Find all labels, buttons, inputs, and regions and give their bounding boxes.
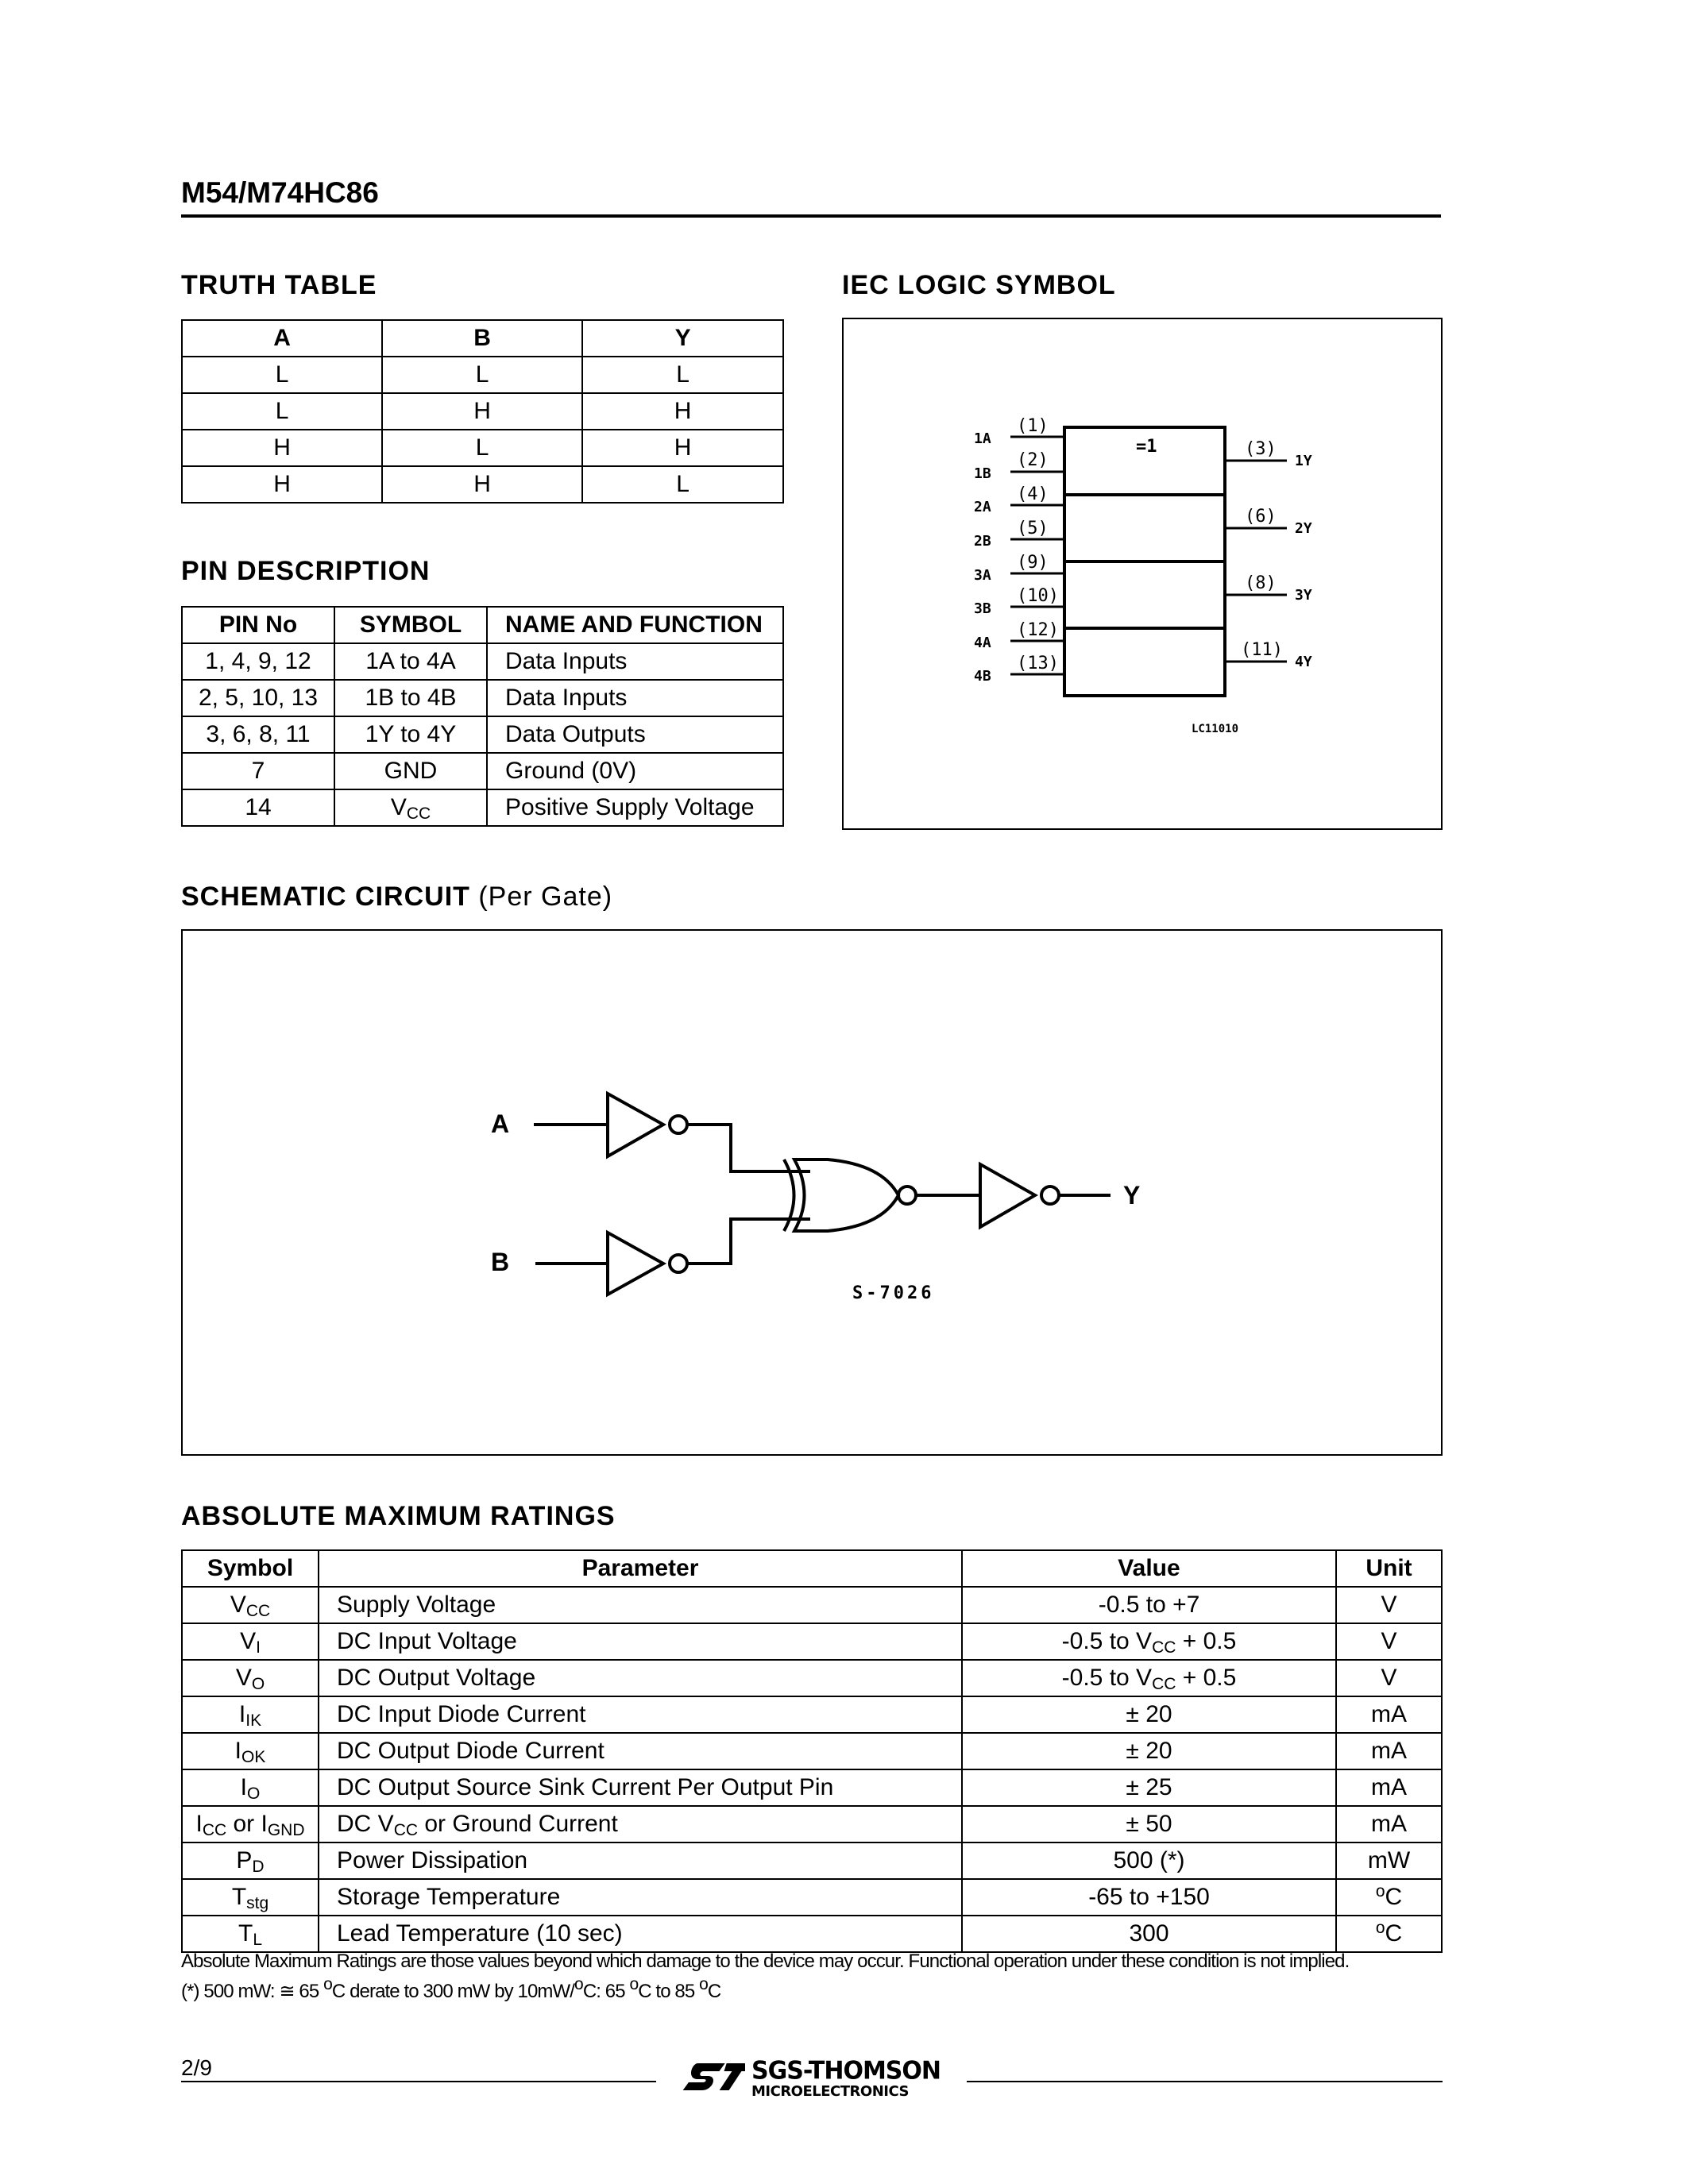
output-label: 1Y [1295, 453, 1312, 469]
inverter-b [608, 1233, 663, 1295]
symbol-cell: $I_{OK}$ [182, 1733, 319, 1769]
output-label: 4Y [1295, 654, 1312, 670]
table-row [182, 1806, 1442, 1843]
truth-table [181, 319, 784, 504]
column-header: Value [962, 1550, 1336, 1587]
brand-name: SGS-THOMSON [751, 2056, 941, 2086]
table-cell: H [582, 393, 783, 430]
iec-symbol-heading: IEC LOGIC SYMBOL [842, 270, 1116, 300]
value-cell: ± 20 [962, 1696, 1336, 1733]
table-row [182, 1916, 1442, 1952]
table-row [182, 357, 783, 393]
table-row [182, 1623, 1442, 1660]
table-row [182, 1660, 1442, 1696]
wire-a-to-xor [687, 1125, 810, 1171]
schematic-box [181, 929, 1443, 1456]
table-cell: L [182, 357, 382, 393]
value-cell: ± 25 [962, 1769, 1336, 1806]
unit-cell: mA [1336, 1769, 1442, 1806]
inverter-out [980, 1164, 1035, 1227]
symbol-cell: $T_L$ [182, 1916, 319, 1952]
gate-function-label: =1 [1136, 437, 1157, 457]
table-row [182, 789, 783, 826]
ratings-footnote: (*) 500 mW: ≅ 65 $^o$C derate to 300 mW by 10mW/$^o$C: 65 $^o$C to 85 $^o$C [181, 1975, 721, 2002]
ratings-heading: ABSOLUTE MAXIMUM RATINGS [181, 1501, 616, 1531]
pin-description-table [181, 606, 784, 827]
table-cell: Data Outputs [487, 716, 783, 753]
unit-cell: mW [1336, 1843, 1442, 1879]
company-logo [682, 2057, 952, 2105]
column-header: B [382, 320, 582, 357]
parameter-cell: Power Dissipation [319, 1843, 962, 1879]
schematic-heading: SCHEMATIC CIRCUIT (Per Gate) [181, 882, 613, 912]
column-header: Parameter [319, 1550, 962, 1587]
table-cell: Ground (0V) [487, 753, 783, 789]
inverter-b-bubble [670, 1255, 687, 1272]
unit-cell: mA [1336, 1696, 1442, 1733]
symbol-cell: $V_{CC}$ [182, 1587, 319, 1623]
pin-number: (6) [1245, 507, 1277, 527]
page-title: M54/M74HC86 [181, 176, 379, 209]
table-cell: H [382, 466, 582, 503]
st-logo-icon [682, 2060, 745, 2100]
input-label: 2B [974, 533, 991, 550]
table-row [182, 753, 783, 789]
table-cell: L [582, 466, 783, 503]
output-y-label: Y [1123, 1181, 1141, 1210]
table-header-row [182, 607, 783, 643]
table-row [182, 430, 783, 466]
symbol-cell: $V_O$ [182, 1660, 319, 1696]
symbol-cell: $T_{stg}$ [182, 1879, 319, 1916]
iec-symbol-diagram [844, 319, 1441, 828]
column-header: SYMBOL [334, 607, 487, 643]
iec-symbol-box [842, 318, 1443, 830]
table-header-row [182, 320, 783, 357]
table-row [182, 1733, 1442, 1769]
pin-number: (11) [1241, 640, 1283, 660]
table-row [182, 393, 783, 430]
inverter-out-bubble [1041, 1187, 1059, 1204]
pin-number: (13) [1017, 654, 1059, 673]
symbol-cell: $P_D$ [182, 1843, 319, 1879]
footer-rule-right [967, 2081, 1443, 2082]
unit-cell: mA [1336, 1733, 1442, 1769]
table-cell: Positive Supply Voltage [487, 789, 783, 826]
column-header: NAME AND FUNCTION [487, 607, 783, 643]
pin-number: (4) [1017, 484, 1049, 504]
unit-cell: V [1336, 1660, 1442, 1696]
truth-table-heading: TRUTH TABLE [181, 270, 377, 300]
table-row [182, 680, 783, 716]
pin-number: (12) [1017, 620, 1059, 640]
footer-rule-left [181, 2081, 656, 2082]
parameter-cell: DC Output Diode Current [319, 1733, 962, 1769]
value-cell: -65 to +150 [962, 1879, 1336, 1916]
table-row [182, 1769, 1442, 1806]
table-cell: H [182, 466, 382, 503]
parameter-cell: DC Output Source Sink Current Per Output Pin [319, 1769, 962, 1806]
table-cell: 1A to 4A [334, 643, 487, 680]
pin-number: (2) [1017, 450, 1049, 470]
table-cell: 1, 4, 9, 12 [182, 643, 334, 680]
parameter-cell: Lead Temperature (10 sec) [319, 1916, 962, 1952]
ratings-table [181, 1549, 1443, 1953]
table-cell: H [582, 430, 783, 466]
table-cell: H [382, 393, 582, 430]
header-rule [181, 214, 1441, 218]
brand-subtitle: MICROELECTRONICS [751, 2083, 909, 2100]
pin-number: (3) [1245, 439, 1277, 459]
table-cell: 3, 6, 8, 11 [182, 716, 334, 753]
table-cell: 2, 5, 10, 13 [182, 680, 334, 716]
wire-b-to-xor [687, 1219, 810, 1264]
table-cell: 1Y to 4Y [334, 716, 487, 753]
input-label: 2A [974, 499, 991, 515]
input-a-label: A [491, 1109, 510, 1138]
column-header: A [182, 320, 382, 357]
table-cell: Data Inputs [487, 680, 783, 716]
table-cell: L [582, 357, 783, 393]
table-cell: L [382, 357, 582, 393]
table-cell: 14 [182, 789, 334, 826]
xor-bubble [898, 1187, 916, 1204]
value-cell: -0.5 to +7 [962, 1587, 1336, 1623]
symbol-cell: $V_I$ [182, 1623, 319, 1660]
table-row [182, 643, 783, 680]
table-cell: H [182, 430, 382, 466]
pin-number: (1) [1017, 416, 1049, 436]
table-cell: L [382, 430, 582, 466]
input-b-label: B [491, 1248, 510, 1276]
table-header-row [182, 1550, 1442, 1587]
pin-number: (10) [1017, 586, 1059, 606]
table-row [182, 1696, 1442, 1733]
ratings-note: Absolute Maximum Ratings are those values beyond which damage to the device may occur. Functional operation under these condition is not implied. [181, 1951, 1350, 1972]
value-cell: -0.5 to $V_{CC} + 0.5$ [962, 1623, 1336, 1660]
parameter-cell: DC $V_{CC}$ or Ground Current [319, 1806, 962, 1843]
unit-cell: mA [1336, 1806, 1442, 1843]
table-row [182, 1843, 1442, 1879]
table-row [182, 716, 783, 753]
value-cell: -0.5 to $V_{CC} + 0.5$ [962, 1660, 1336, 1696]
input-label: 3B [974, 600, 991, 617]
parameter-cell: DC Input Voltage [319, 1623, 962, 1660]
input-label: 1A [974, 430, 991, 447]
input-label: 1B [974, 465, 991, 482]
table-cell: Data Inputs [487, 643, 783, 680]
input-label: 3A [974, 567, 991, 584]
inverter-a-bubble [670, 1116, 687, 1133]
column-header: Y [582, 320, 783, 357]
column-header: PIN No [182, 607, 334, 643]
inverter-a [608, 1094, 663, 1156]
value-cell: 500 (*) [962, 1843, 1336, 1879]
input-label: 4B [974, 668, 991, 685]
unit-cell: V [1336, 1623, 1442, 1660]
unit-cell: $^o$C [1336, 1879, 1442, 1916]
diagram-code: LC11010 [1192, 723, 1239, 735]
parameter-cell: Supply Voltage [319, 1587, 962, 1623]
parameter-cell: Storage Temperature [319, 1879, 962, 1916]
table-cell: GND [334, 753, 487, 789]
pin-number: (8) [1245, 573, 1277, 593]
symbol-cell: $I_{IK}$ [182, 1696, 319, 1733]
table-row [182, 1587, 1442, 1623]
table-cell: 7 [182, 753, 334, 789]
output-label: 3Y [1295, 587, 1312, 604]
pin-description-heading: PIN DESCRIPTION [181, 556, 431, 586]
schematic-diagram [183, 931, 1441, 1454]
unit-cell: $^o$C [1336, 1916, 1442, 1952]
column-header: Unit [1336, 1550, 1442, 1587]
column-header: Symbol [182, 1550, 319, 1587]
symbol-cell: $I_O$ [182, 1769, 319, 1806]
table-cell: $V_{CC}$ [334, 789, 487, 826]
table-row [182, 466, 783, 503]
pin-number: (9) [1017, 553, 1049, 573]
symbol-cell: $I_{CC}$ or $I_{GND}$ [182, 1806, 319, 1843]
table-cell: L [182, 393, 382, 430]
unit-cell: V [1336, 1587, 1442, 1623]
parameter-cell: DC Output Voltage [319, 1660, 962, 1696]
pin-number: (5) [1017, 519, 1049, 538]
table-row [182, 1879, 1442, 1916]
page-number: 2/9 [181, 2055, 212, 2080]
parameter-cell: DC Input Diode Current [319, 1696, 962, 1733]
diagram-code: S-7026 [852, 1283, 935, 1303]
value-cell: ± 50 [962, 1806, 1336, 1843]
output-label: 2Y [1295, 520, 1312, 537]
value-cell: ± 20 [962, 1733, 1336, 1769]
table-cell: 1B to 4B [334, 680, 487, 716]
input-label: 4A [974, 635, 991, 651]
value-cell: 300 [962, 1916, 1336, 1952]
